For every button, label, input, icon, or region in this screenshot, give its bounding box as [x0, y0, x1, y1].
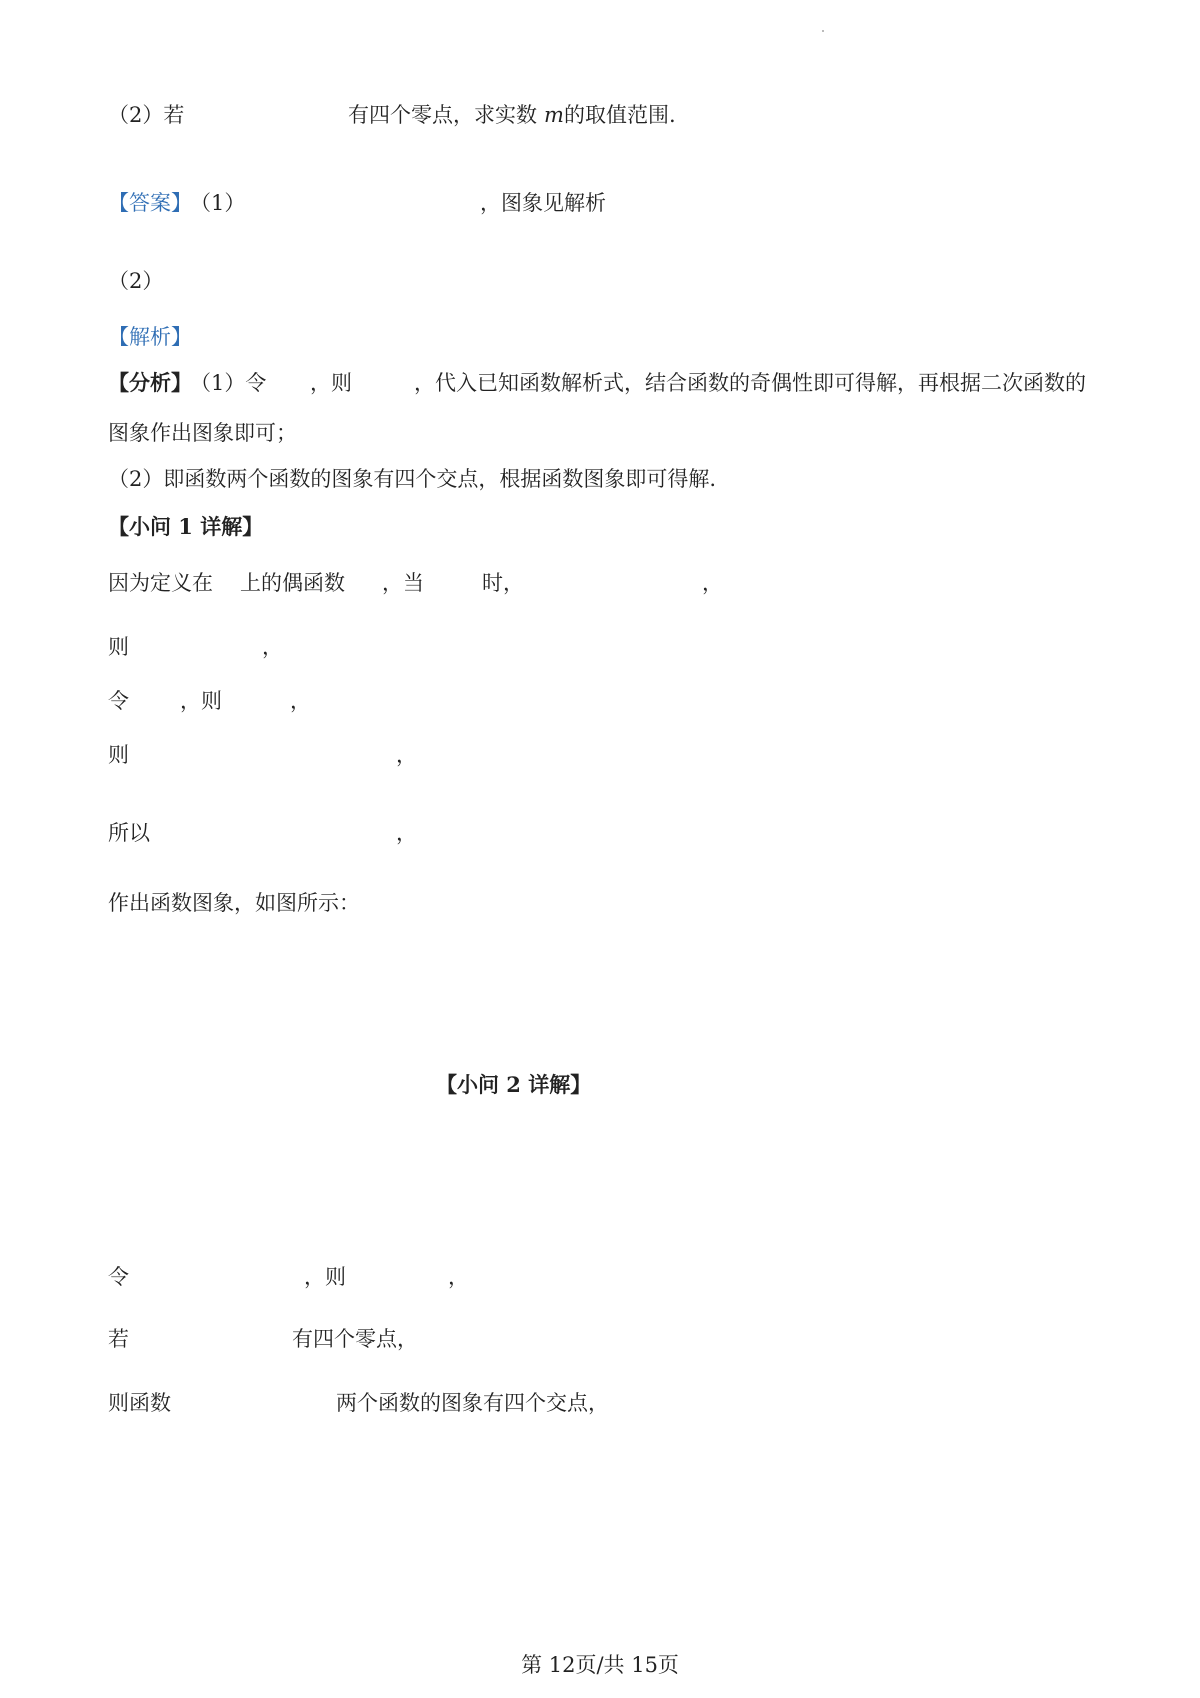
sub2-l1-a: 令 [108, 1265, 129, 1289]
q2-var-m: m [544, 103, 564, 127]
fenxi-part1: （1）令 [190, 371, 267, 395]
fenxi-line-2: 图象作出图象即可； [108, 421, 297, 445]
sub1-l2-a: 则 [108, 635, 129, 659]
sub1-l5-a: 所以 [108, 821, 150, 845]
q2-suffix-b: 的取值范围. [564, 103, 676, 127]
answer-part2: （2） [108, 269, 164, 293]
sub2-l1-c: ， [448, 1265, 469, 1289]
sub1-l5-b: ， [396, 821, 417, 845]
sub1-l1-a: 因为定义在 [108, 571, 213, 595]
sub1-l2-b: ， [262, 635, 283, 659]
fenxi-label: 【分析】 [108, 370, 192, 395]
answer-tag: 【答案】 [108, 191, 192, 215]
sub1-l3-b: ，则 [180, 689, 222, 713]
sub2-l3-b: 两个函数的图象有四个交点， [336, 1391, 609, 1415]
fenxi-ze: ，则 [310, 371, 352, 395]
answer-part1-tail: ，图象见解析 [480, 191, 606, 215]
sub2-l1-b: ，则 [304, 1265, 346, 1289]
sub1-l1-c: ，当 [382, 571, 424, 595]
sub1-l3-c: ， [290, 689, 311, 713]
sub1-l3-a: 令 [108, 689, 129, 713]
fenxi-line-3: （2）即函数两个函数的图象有四个交点，根据函数图象即可得解. [108, 467, 717, 491]
sub1-l1-d: 时， [482, 571, 524, 595]
stray-dot [822, 30, 824, 32]
sub2-l2-a: 若 [108, 1327, 129, 1351]
sub1-l1-e: ， [702, 571, 723, 595]
q2-suffix-a: 有四个零点，求实数 [348, 103, 537, 127]
sub2-l3-a: 则函数 [108, 1391, 171, 1415]
analysis-tag: 【解析】 [108, 325, 192, 349]
fenxi-rest: ，代入已知函数解析式，结合函数的奇偶性即可得解，再根据二次函数的 [414, 371, 1086, 395]
q2-prefix: （2）若 [108, 103, 185, 127]
sub1-line-6: 作出函数图象，如图所示： [108, 891, 360, 915]
answer-part1: （1） [190, 191, 246, 215]
sub1-l4-b: ， [396, 743, 417, 767]
sub2-title: 【小问 2 详解】 [436, 1072, 592, 1097]
sub1-title: 【小问 1 详解】 [108, 514, 264, 539]
sub1-l4-a: 则 [108, 743, 129, 767]
sub1-l1-b: 上的偶函数 [240, 571, 345, 595]
page-number: 第 12页/共 15页 [521, 1653, 679, 1677]
sub2-l2-b: 有四个零点， [292, 1327, 418, 1351]
